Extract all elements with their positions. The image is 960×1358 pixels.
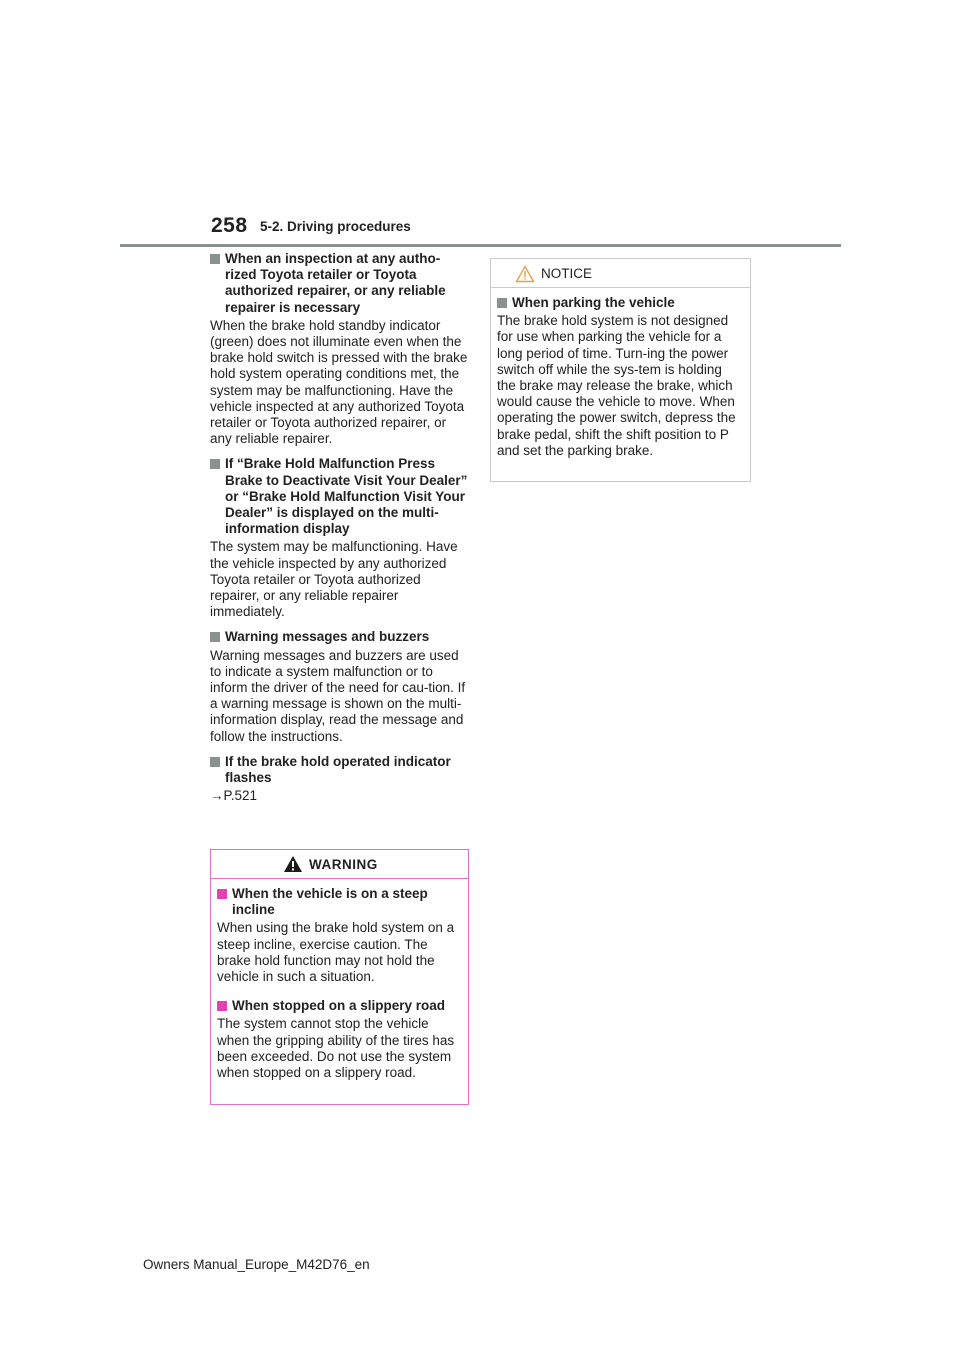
warning-item-heading bbox=[217, 998, 462, 1014]
section-inspection bbox=[210, 251, 468, 447]
page-number: 258 bbox=[211, 214, 248, 237]
square-bullet-icon bbox=[210, 459, 220, 469]
heading-text: If “Brake Hold Malfunction Press Brake to Deactivate Visit Your Dealer” or “Brake Hold Malfunction Visit Your Dealer” is displayed on the multi-information display bbox=[225, 456, 468, 537]
square-bullet-icon bbox=[497, 298, 507, 308]
warning-item-heading bbox=[217, 886, 462, 918]
section-indicator-flashes bbox=[210, 754, 468, 804]
warning-title: WARNING bbox=[309, 857, 378, 872]
caution-triangle-icon bbox=[515, 265, 535, 283]
heading-text: When stopped on a slippery road bbox=[232, 998, 446, 1014]
warning-box-body bbox=[211, 879, 468, 1081]
page-reference-link[interactable]: →P.521 bbox=[210, 788, 258, 804]
section-body: The system may be malfunctioning. Have the vehicle inspected by any authorized Toyota retailer or Toyota authorized repairer, or any reliable repairer immediately. bbox=[210, 539, 458, 620]
notice-box bbox=[490, 258, 751, 482]
section-body: When the brake hold standby indicator (green) does not illuminate even when the brake hold switch is pressed with the brake hold system operating conditions met, the system may be malfunctioning. Have the vehicle inspected at any authorized Toyota retailer or Toyota authorized repairer, or any reliable repairer. bbox=[210, 317, 468, 447]
heading-text: When the vehicle is on a steep incline bbox=[232, 886, 428, 918]
notice-item-body: The brake hold system is not designed for use when parking the vehicle for a long period of time. Turn-ing the power switch off while the sys-tem is holding the brake may release the brake, which would cause the vehicle to move. When operating the power switch, depress the brake pedal, shift the shift position to P and set the parking brake. bbox=[497, 313, 736, 458]
square-bullet-icon bbox=[217, 889, 227, 899]
section-malfunction-message bbox=[210, 456, 468, 620]
heading-text: When parking the vehicle bbox=[512, 295, 675, 310]
left-column bbox=[210, 251, 468, 804]
section-heading bbox=[210, 629, 468, 645]
square-bullet-icon bbox=[217, 1001, 227, 1011]
page-header bbox=[0, 0, 960, 250]
notice-item-heading bbox=[497, 295, 744, 311]
section-heading bbox=[210, 754, 468, 786]
warning-triangle-icon bbox=[283, 855, 303, 873]
warning-item-body: The system cannot stop the vehicle when the gripping ability of the tires has been exceeded. Do not use the system when stopped on a slippery road. bbox=[217, 1016, 455, 1081]
header-divider bbox=[120, 244, 841, 247]
footer-text: Owners Manual_Europe_M42D76_en bbox=[143, 1257, 370, 1272]
section-heading bbox=[210, 456, 468, 537]
square-bullet-icon bbox=[210, 254, 220, 264]
warning-box bbox=[210, 849, 469, 1105]
notice-box-body bbox=[491, 288, 750, 459]
square-bullet-icon bbox=[210, 632, 220, 642]
notice-title: NOTICE bbox=[541, 266, 593, 281]
heading-text: If the brake hold operated indicator flashes bbox=[225, 753, 451, 786]
section-title: 5-2. Driving procedures bbox=[260, 219, 411, 234]
heading-text: Warning messages and buzzers bbox=[225, 629, 430, 645]
section-body: Warning messages and buzzers are used to indicate a system malfunction or to inform the driver of the need for cau-tion. If a warning message is shown on the multi-information display, read the message and follow the instructions. bbox=[210, 647, 466, 744]
notice-box-header bbox=[491, 259, 750, 288]
square-bullet-icon bbox=[210, 757, 220, 767]
warning-box-header bbox=[211, 850, 468, 879]
section-heading bbox=[210, 251, 468, 316]
heading-text: When an inspection at any autho-rized Toyota retailer or Toyota authorized repairer, or any reliable repairer is necessary bbox=[225, 251, 446, 315]
section-warning-messages bbox=[210, 629, 468, 744]
warning-item-body: When using the brake hold system on a steep incline, exercise caution. The brake hold function may not hold the vehicle in such a situation. bbox=[217, 920, 455, 985]
